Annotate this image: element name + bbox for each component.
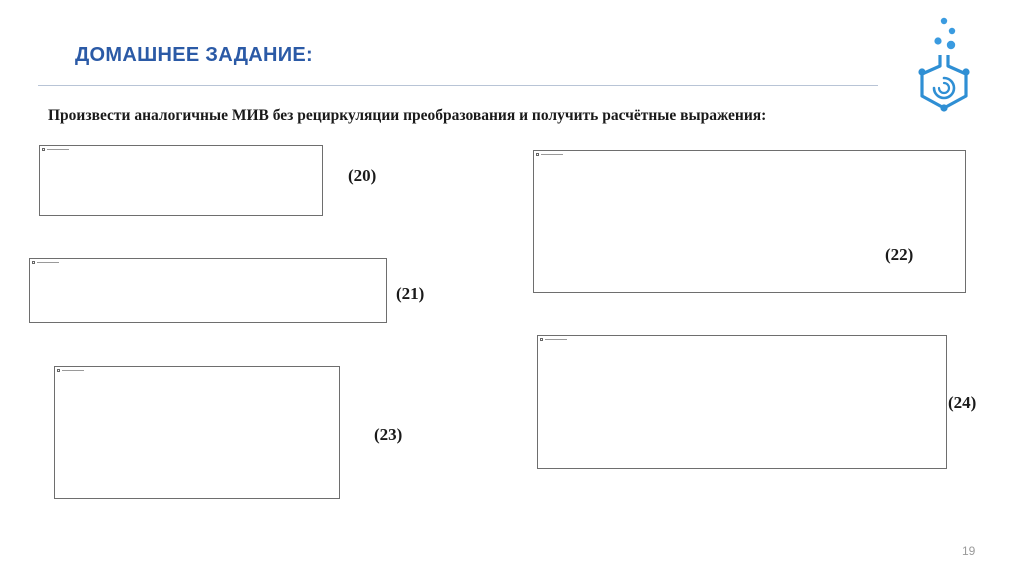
task-text: Произвести аналогичные МИВ без рециркуляции преобразования и получить расчётные выражения: [48, 107, 767, 124]
formula-image-20 [39, 145, 323, 216]
formula-image-22 [533, 150, 966, 293]
page-number: 19 [962, 544, 976, 558]
equation-number-21: (21) [396, 284, 425, 303]
title-divider [38, 85, 878, 86]
broken-image-icon [42, 148, 70, 152]
equation-number-20: (20) [348, 166, 377, 185]
equation-number-24: (24) [948, 393, 977, 412]
broken-image-icon [540, 338, 568, 342]
formula-image-23 [54, 366, 340, 499]
formula-image-24 [537, 335, 947, 469]
broken-image-icon [57, 369, 85, 373]
broken-image-icon [32, 261, 60, 265]
equation-number-22: (22) [885, 245, 914, 264]
flask-molecule-icon [910, 14, 982, 114]
equation-number-23: (23) [374, 425, 403, 444]
formula-image-21 [29, 258, 387, 323]
broken-image-icon [536, 153, 564, 157]
slide-title: ДОМАШНЕЕ ЗАДАНИЕ: [75, 44, 314, 66]
